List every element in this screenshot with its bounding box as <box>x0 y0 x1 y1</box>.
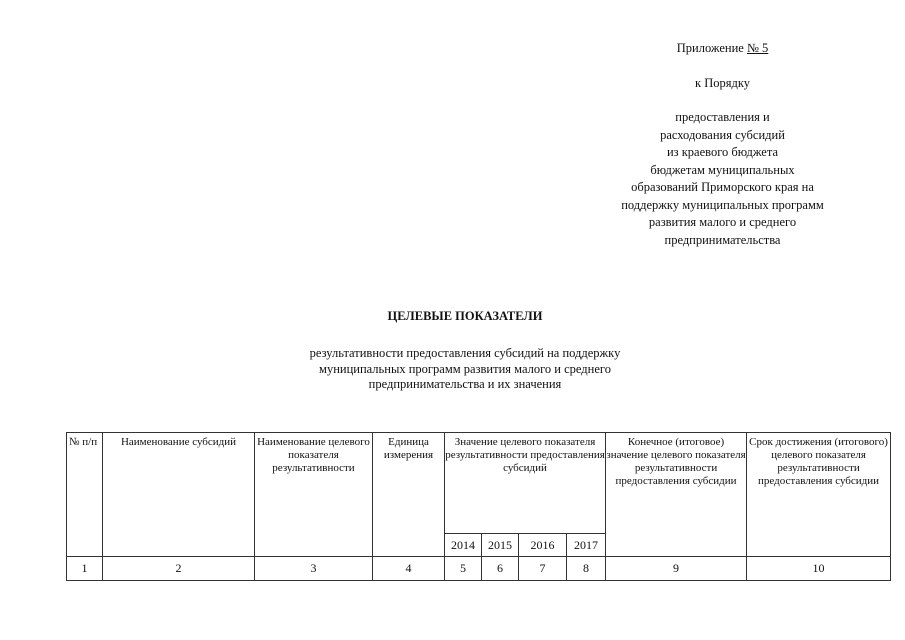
appendix-line: предоставления и <box>675 110 770 124</box>
col-header-value: Значение целевого показателя результативности предоставления субсидий <box>445 433 606 534</box>
number-cell: 9 <box>606 557 747 581</box>
number-cell: 5 <box>445 557 482 581</box>
appendix-block <box>560 40 885 249</box>
appendix-line: бюджетам муниципальных <box>650 162 795 177</box>
number-cell: 7 <box>519 557 567 581</box>
appendix-line: предпринимательства <box>664 232 781 247</box>
appendix-line: поддержку муниципальных программ <box>621 197 824 212</box>
appendix-title <box>560 40 885 58</box>
year-cell: 2014 <box>445 534 482 557</box>
appendix-line: образований Приморского края на <box>631 180 814 194</box>
header-row <box>67 433 891 534</box>
appendix-label: Приложение <box>676 41 744 55</box>
number-cell: 3 <box>255 557 373 581</box>
number-cell: 2 <box>103 557 255 581</box>
appendix-number: № 5 <box>746 41 769 55</box>
appendix-line: расходования субсидий <box>660 127 785 142</box>
page-title: ЦЕЛЕВЫЕ ПОКАЗАТЕЛИ <box>387 309 543 323</box>
year-cell: 2015 <box>482 534 519 557</box>
subtitle-line: предпринимательства и их значения <box>368 377 562 391</box>
number-cell: 1 <box>67 557 103 581</box>
subtitle-line: результативности предоставления субсидий на поддержку <box>309 346 621 360</box>
year-cell: 2016 <box>519 534 567 557</box>
col-header-num: № п/п <box>67 433 103 557</box>
year-cell: 2017 <box>567 534 606 557</box>
col-header-deadline: Срок достижения (итогового) целевого показателя результативности предоставления субсидии <box>747 433 891 557</box>
col-header-unit: Единица измерения <box>373 433 445 557</box>
col-header-name: Наименование субсидий <box>103 433 255 557</box>
col-header-indicator: Наименование целевого показателя результативности <box>255 433 373 557</box>
page-subtitle <box>255 346 675 393</box>
indicators-table <box>66 432 891 581</box>
appendix-line: из краевого бюджета <box>666 145 779 159</box>
appendix-to: к Порядку <box>695 75 750 90</box>
appendix-line: развития малого и среднего <box>648 215 797 229</box>
number-cell: 10 <box>747 557 891 581</box>
number-cell: 4 <box>373 557 445 581</box>
subtitle-line: муниципальных программ развития малого и среднего <box>319 361 611 376</box>
numbering-row <box>67 557 891 581</box>
col-header-final: Конечное (итоговое) значение целевого показателя результативности предоставления субсидии <box>606 433 747 557</box>
number-cell: 8 <box>567 557 606 581</box>
number-cell: 6 <box>482 557 519 581</box>
